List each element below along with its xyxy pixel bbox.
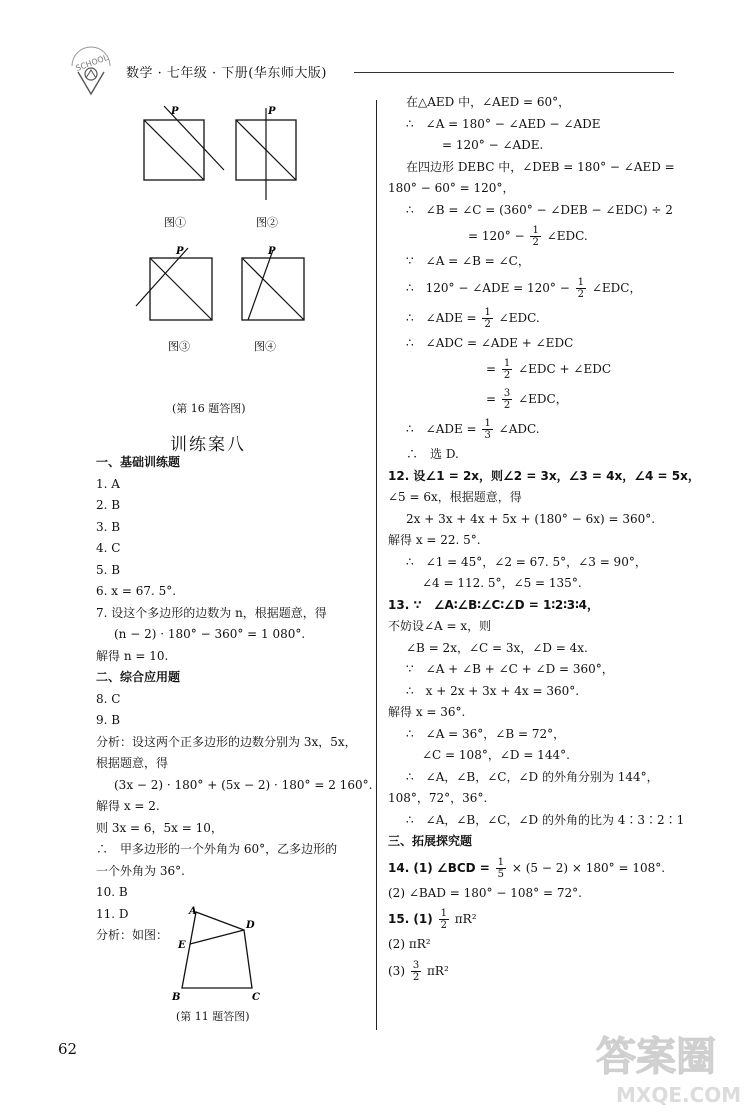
answer-line: 7. 设这个多边形的边数为 n，根据题意，得 [96, 605, 327, 620]
solution-line: 13. ∵ ∠A∶∠B∶∠C∶∠D = 1∶2∶3∶4， [388, 597, 599, 612]
expr: ∴ 120° − ∠ADE = 120° − [406, 280, 570, 295]
answer-line: 解得 n = 10. [96, 648, 169, 663]
solution-line [388, 273, 688, 303]
solution-line: 180° − 60° = 120°， [388, 181, 515, 195]
expr: = 120° − [468, 229, 525, 243]
figure-label: 图② [256, 216, 278, 229]
section-heading: 三、拓展探究题 [388, 834, 473, 848]
solution-line: ∠B = 2x，∠C = 3x，∠D = 4x. [406, 640, 588, 655]
watermark-text: 答案圈 [596, 1034, 716, 1080]
solution-line: (2) ∠BAD = 180° − 108° = 72°. [388, 885, 582, 900]
solution-line: ∵ ∠A = ∠B = ∠C， [406, 254, 530, 268]
fraction-three-halves: $\frac{3}{2}$ [412, 959, 420, 983]
answer-line: 11. D [96, 906, 129, 921]
vertex-label: A [189, 906, 197, 917]
expr: ∠EDC + ∠EDC [518, 362, 612, 376]
answer-line: 6. x = 67. 5°. [96, 584, 177, 598]
answer-line: 解得 x = 2. [96, 799, 160, 813]
expr: × (5 − 2) × 180° = 108°. [511, 860, 666, 875]
solution-line: ∠4 = 112. 5°，∠5 = 135°. [422, 576, 582, 590]
answer-line: 1. A [96, 476, 120, 491]
header-rule [354, 72, 674, 73]
answer-line: 4. C [96, 541, 121, 555]
section-heading: 二、综合应用题 [96, 670, 181, 684]
answer-line: 5. B [96, 562, 121, 577]
section-heading: 一、基础训练题 [96, 455, 181, 469]
solution-line [388, 853, 688, 883]
logo-text: SCHOOL [74, 53, 110, 74]
solution-line [388, 956, 688, 986]
solution-line: 解得 x = 36°. [388, 705, 466, 719]
point-label: P [171, 106, 179, 117]
figure-11-caption: (第 11 题答图) [176, 1010, 250, 1023]
expr: = [486, 392, 497, 406]
answer-line: (n − 2) · 180° − 360° = 1 080°. [114, 627, 306, 641]
point-label: P [268, 106, 276, 117]
solution-line: ∠C = 108°，∠D = 144°. [422, 748, 570, 762]
vertex-label: C [252, 992, 260, 1003]
answer-line: 分析：如图： [96, 928, 169, 942]
expr: ∠EDC. [498, 310, 540, 325]
expr: ∠EDC. [546, 229, 588, 243]
vertex-label: E [178, 940, 186, 951]
figure-1 [144, 106, 224, 229]
solution-line: ∴ ∠A，∠B，∠C，∠D 的外角的比为 4∶3∶2∶1 [406, 812, 685, 827]
expr: πR² [427, 963, 449, 978]
answer-line: (3x − 2) · 180° + (5x − 2) · 180° = 2 160°. [114, 777, 373, 792]
fraction-half: $\frac{1}{2}$ [440, 908, 447, 931]
column-divider [376, 100, 377, 1030]
solution-line: (2) πR² [388, 937, 431, 951]
expr: ∴ ∠ADE = [406, 310, 477, 325]
expr: ∠EDC， [518, 392, 568, 406]
solution-line: 解得 x = 22. 5°. [388, 533, 481, 547]
solution-line [388, 414, 688, 444]
fraction-half: $\frac{1}{2}$ [577, 276, 584, 300]
answer-line: ∴ 甲多边形的一个外角为 60°，乙多边形的 [96, 842, 338, 856]
figure-label: 图① [164, 216, 186, 229]
fraction-fifth: $\frac{1}{5}$ [497, 856, 505, 880]
solution-line: 不妨设∠A = x，则 [388, 619, 492, 633]
fraction-half: $\frac{1}{2}$ [532, 225, 539, 248]
solution-line: ∴ ∠A = 36°，∠B = 72°， [406, 726, 566, 741]
vertex-label: D [246, 920, 255, 931]
fraction-half: $\frac{1}{2}$ [484, 306, 491, 330]
solution-line: ∵ ∠A + ∠B + ∠C + ∠D = 360°， [406, 662, 614, 676]
fraction-three-halves: $\frac{3}{2}$ [503, 388, 511, 411]
figure-label: 图④ [254, 340, 276, 353]
page-header [64, 40, 704, 90]
solution-line: ∴ ∠A = 180° − ∠AED − ∠ADE [406, 116, 601, 131]
expr: = [486, 362, 497, 376]
vertex-label: B [172, 992, 181, 1003]
solution-line [388, 384, 688, 414]
figure-16-diagrams [128, 100, 328, 370]
solution-line [388, 303, 688, 333]
figure-3 [136, 246, 212, 353]
answer-line: 3. B [96, 519, 121, 534]
solution-line: 12. 设∠1 = 2x，则∠2 = 3x，∠3 = 4x，∠4 = 5x， [388, 468, 700, 483]
watermark-url: MXQE.COM [616, 1083, 742, 1107]
point-label: P [176, 246, 184, 257]
solution-line [388, 354, 688, 384]
expr: πR² [454, 912, 477, 926]
book-title: 数学 · 七年级 · 下册(华东师大版) [126, 66, 327, 81]
solution-line: ∠5 = 6x，根据题意，得 [388, 490, 522, 504]
solution-line: ∴ ∠ADC = ∠ADE + ∠EDC [406, 335, 574, 350]
left-column [96, 452, 373, 947]
figure-16-caption: (第 16 题答图) [172, 402, 246, 415]
figure-label: 图③ [168, 340, 190, 353]
solution-line: ∴ x + 2x + 3x + 4x = 360°. [406, 683, 580, 698]
solution-line [388, 904, 688, 934]
expr: 15. (1) [388, 912, 433, 926]
answer-line: 9. B [96, 713, 121, 727]
answer-line: 一个外角为 36°. [96, 863, 185, 878]
answer-line: 则 3x = 6，5x = 10， [96, 820, 223, 835]
expr: ∠EDC， [591, 280, 642, 295]
solution-line: 108°，72°，36°. [388, 791, 488, 805]
expr: (3) [388, 963, 405, 978]
expr: ∠ADC. [498, 422, 540, 436]
page-number: 62 [58, 1040, 78, 1058]
fraction-third: $\frac{1}{3}$ [484, 418, 491, 441]
answer-line: 分析：设这两个正多边形的边数分别为 3x，5x， [96, 734, 357, 749]
solution-line: ∴ ∠1 = 45°，∠2 = 67. 5°，∠3 = 90°， [406, 554, 647, 569]
answer-line: 2. B [96, 498, 121, 512]
figure-2 [236, 106, 296, 229]
solution-line: ∴ ∠A，∠B，∠C，∠D 的外角分别为 144°， [406, 769, 659, 784]
answer-line: 根据题意，得 [96, 756, 169, 770]
figure-4 [242, 246, 304, 353]
solution-line: ∴ ∠B = ∠C = (360° − ∠DEB − ∠EDC) ÷ 2 [406, 202, 673, 217]
expr: ∴ ∠ADE = [406, 422, 477, 436]
figure-11-quadrilateral [166, 902, 276, 1004]
solution-line: 在四边形 DEBC 中，∠DEB = 180° − ∠AED = [406, 159, 675, 174]
answer-line: 8. C [96, 691, 121, 706]
solution-line: 2x + 3x + 4x + 5x + (180° − 6x) = 360°. [406, 511, 656, 526]
right-column [388, 92, 700, 986]
school-logo-icon [64, 44, 118, 98]
answer-line: 10. B [96, 885, 128, 899]
watermark-logo-icon [586, 1024, 746, 1110]
solution-line: = 120° − ∠ADE. [442, 138, 544, 152]
solution-line: 在△AED 中，∠AED = 60°， [406, 95, 571, 109]
solution-line [388, 221, 688, 251]
fraction-half: $\frac{1}{2}$ [503, 358, 511, 381]
solution-line: ∴ 选 D. [406, 447, 459, 461]
section-title: 训练案八 [170, 435, 246, 455]
expr: 14. (1) ∠BCD = [388, 860, 490, 875]
point-label: P [268, 246, 276, 257]
